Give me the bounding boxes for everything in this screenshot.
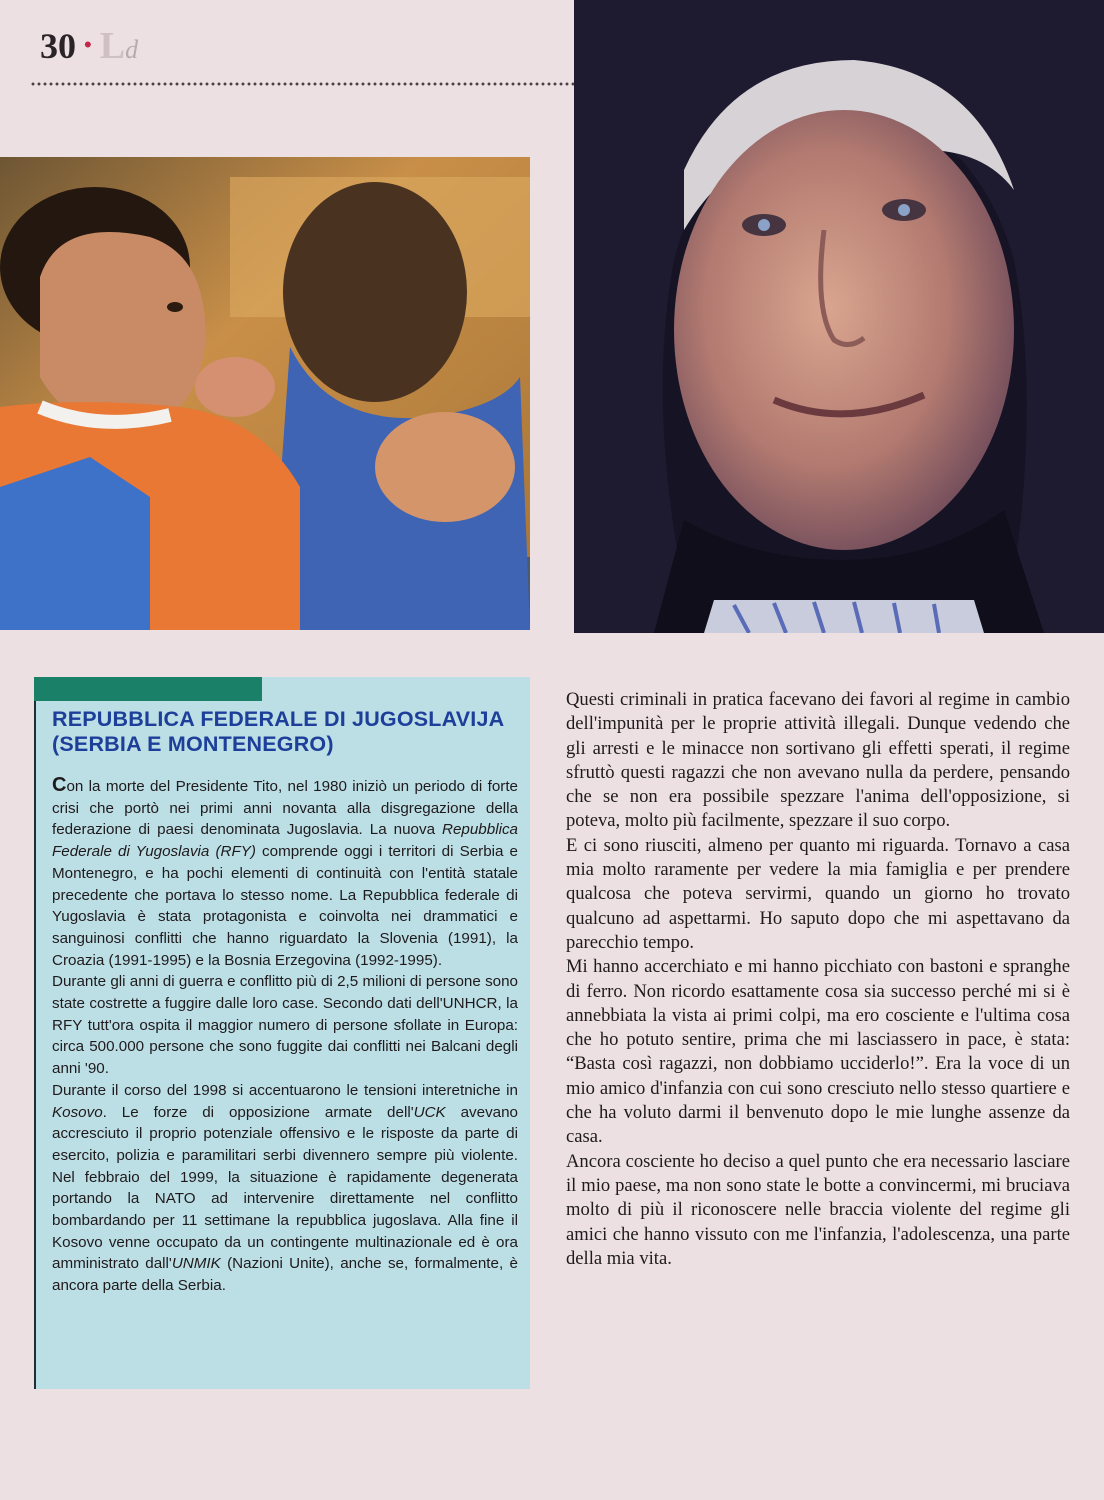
sidebar-paragraph-2: Durante gli anni di guerra e conflitto più di 2,5 milioni di persone sono state costrette a fuggire dalle loro case. Secondo dati dell'UNHCR, la RFY tutt'ora ospita il maggior numero di persone sfollate in Europa: circa 500.000 persone che sono fuggite dai conflitti nei Balcani degli anni '90. (52, 973, 518, 1078)
sidebar-title-line2: (SERBIA E MONTENEGRO) (52, 732, 334, 756)
sidebar-body (52, 775, 518, 1297)
page-folio (40, 24, 138, 72)
photo-elderly-woman (574, 0, 1104, 633)
main-text-column (566, 688, 1070, 1271)
sidebar-p3-em-c: UNMIK (171, 1255, 221, 1273)
sidebar-box (34, 677, 530, 1389)
logo-initial: L (99, 25, 126, 67)
sidebar-accent-bar (34, 677, 262, 701)
sidebar-p3-em-a: Kosovo (52, 1103, 103, 1121)
folio-separator: • (84, 32, 92, 57)
sidebar-dropcap: C (52, 774, 67, 796)
sidebar-title (52, 707, 522, 757)
sidebar-p1-text-b: comprende oggi i territori di Serbia e Montenegro, e ha pochi elementi di continuità con l'entità statale precedente che portava lo stesso nome. La Repubblica federale di Yugoslavia è stata protagonista e coinvolta nei drammatici e sanguinosi conflitti che hanno riguardato la Slovenia (1991), la Croazia (1991-1995) e la Bosnia Erzegovina (1992-1995). (52, 843, 518, 969)
column-paragraph-4: Ancora cosciente ho deciso a quel punto che era necessario lasciare il mio paese, ma non sono state le botte a convincermi, mi bruciava molto di più il riconoscere nelle braccia violente del regime gli amici che hanno vissuto con me l'infanzia, l'adolescenza, una parte della mia vita. (566, 1150, 1070, 1269)
sidebar-p3-text-c: avevano accresciuto il proprio potenziale offensivo e le risposte da parte di esercito, polizia e paramilitari serbi divennero sempre più violente. Nel febbraio del 1999, la situazione è rapidamente degenerata portando la NATO ad intervenire direttamente nel conflitto bombardando per 11 settimane la repubblica jugoslava. Alla fine il Kosovo venne occupato da un contingente multinazionale ed è ora amministrato dall' (52, 1103, 519, 1273)
column-paragraph-1: Questi criminali in pratica facevano dei favori al regime in cambio dell'impunità per le proprie attività illegali. Dunque vedendo che gli arresti e le minacce non sortivano gli effetti sperati, il regime sfruttò questi ragazzi che non avevano nulla da perdere, pensando che se non era possibile spezzare l'anima dell'opposizione, si poteva, molto più facilmente, spezzare il suo corpo. (566, 689, 1070, 832)
sidebar-p3-text-a: Durante il corso del 1998 si accentuarono le tensioni interetniche in (52, 1081, 518, 1099)
column-paragraph-2: E ci sono riusciti, almeno per quanto mi riguarda. Tornavo a casa mia molto raramente per vedere la mia famiglia e per prendere qualcosa che poteva servirmi, quando un giorno ho trovato qualcuno ad aspettarmi. Ho saputo dopo che mi aspettavano da parecchio tempo. (566, 834, 1070, 953)
sidebar-paragraph-1 (52, 775, 518, 971)
page-number: 30 (40, 26, 76, 66)
magazine-logo (100, 24, 138, 68)
header-dotted-rule (30, 82, 578, 86)
photo-boys-classroom (0, 157, 530, 630)
sidebar-p3-text-d: (Nazioni Unite), anche se, formalmente, è ancora parte della Serbia. (52, 1255, 518, 1295)
sidebar-paragraph-3 (52, 1080, 518, 1297)
sidebar-p1-em-a: Repubblica Federale di Yugoslavia (RFY) (52, 821, 518, 861)
logo-letter: d (125, 35, 139, 64)
sidebar-p1-text-a: on la morte del Presidente Tito, nel 1980 iniziò un periodo di forte crisi che portò nei primi anni novanta alla disgregazione della federazione di paesi denominata Jugoslavia. La nuova (52, 778, 518, 839)
sidebar-p3-text-b: . Le forze di opposizione armate dell' (102, 1103, 414, 1121)
sidebar-title-line1: REPUBBLICA FEDERALE DI JUGOSLAVIJA (52, 707, 505, 731)
column-paragraph-3: Mi hanno accerchiato e mi hanno picchiato con bastoni e spranghe di ferro. Non ricordo esattamente cosa sia successo perché mi si è annebbiata la vista ai primi colpi, ma ero cosciente e l'ultima cosa che ho potuto sentire, prima che mi lasciassero in pace, è stata: “Basta così ragazzi, non dobbiamo ucciderlo!”. Era la voce di un mio amico d'infanzia con cui sono cresciuto nello stesso quartiere e che ha voluto darmi il benvenuto dopo le mie lunghe assenze da casa. (566, 956, 1070, 1148)
sidebar-p3-em-b: UCK (413, 1103, 446, 1121)
